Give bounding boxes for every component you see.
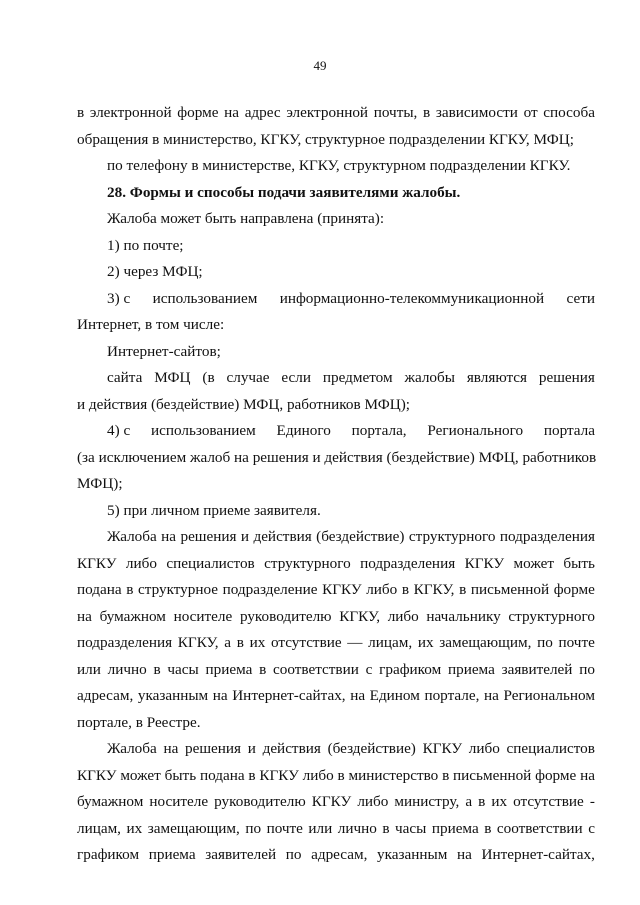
word: часы xyxy=(167,660,199,678)
word: КГКУ xyxy=(259,766,299,784)
word: может xyxy=(120,766,161,784)
word: бумажном xyxy=(77,793,144,810)
word: — xyxy=(347,634,363,651)
word: либо xyxy=(357,793,389,810)
word: структурного xyxy=(264,554,351,572)
word: Жалоба xyxy=(107,740,157,757)
word: форме xyxy=(177,104,219,121)
word: КГКУ, xyxy=(413,581,455,598)
word: информационно-телекоммуникационной xyxy=(279,289,545,307)
word: адресам, xyxy=(77,687,134,704)
word: почты, xyxy=(373,104,418,121)
word: жалобы xyxy=(404,369,455,386)
word: Регионального xyxy=(427,422,524,439)
word: КГКУ xyxy=(311,793,352,810)
word: их xyxy=(417,634,434,651)
word: либо xyxy=(387,607,419,625)
word: в xyxy=(337,766,345,784)
word: от xyxy=(523,104,538,121)
word: в xyxy=(248,766,256,784)
word: в xyxy=(459,581,467,598)
word: портала xyxy=(543,422,595,439)
word: министру, xyxy=(394,793,460,810)
word: замещающим, xyxy=(147,819,240,837)
document-body xyxy=(77,100,595,869)
word: в xyxy=(259,660,267,678)
word: носителе xyxy=(149,793,209,810)
text-line: МФЦ); xyxy=(77,475,123,492)
word: портала, xyxy=(351,422,407,439)
text-line xyxy=(77,789,595,816)
word: подана xyxy=(199,766,245,784)
word: лично xyxy=(337,819,377,837)
word: решения xyxy=(538,369,595,386)
word: может xyxy=(513,554,554,572)
word: КГКУ xyxy=(77,766,117,784)
word: решения xyxy=(180,528,237,545)
word: по xyxy=(537,634,553,651)
word: по xyxy=(285,846,302,863)
text-line: 2) через МФЦ; xyxy=(107,263,203,280)
word: форме xyxy=(535,766,577,784)
word: по xyxy=(579,660,595,678)
word: на xyxy=(350,687,366,704)
text-line xyxy=(77,418,595,445)
word: Жалоба xyxy=(107,528,157,545)
word: являются xyxy=(466,369,528,386)
word: заявителей xyxy=(501,660,573,678)
word: приема xyxy=(447,660,495,678)
word: либо xyxy=(366,581,398,598)
word: по xyxy=(245,819,262,837)
word: приема xyxy=(205,660,253,678)
word: (бездействие) xyxy=(316,528,405,545)
word: руководителю xyxy=(239,607,332,625)
word: КГКУ xyxy=(464,554,505,572)
section-heading-line: 28. Формы и способы подачи заявителями жалобы. xyxy=(107,183,461,201)
word: в xyxy=(77,104,85,121)
text-line: Жалоба может быть направлена (принята): xyxy=(107,210,385,227)
word: форме xyxy=(553,581,595,598)
word: электронной xyxy=(89,104,172,121)
word: на xyxy=(224,104,239,121)
word: - xyxy=(589,793,595,810)
text-line xyxy=(77,365,595,392)
word: сайта xyxy=(107,369,143,386)
word: соответствии xyxy=(496,819,583,837)
word: в xyxy=(478,793,486,810)
word: отсутствие xyxy=(271,634,342,651)
word: на xyxy=(483,687,499,704)
word: и xyxy=(247,740,256,757)
word: Региональном xyxy=(503,687,595,704)
word: МФЦ xyxy=(154,369,191,386)
word: в xyxy=(401,581,410,598)
word: зависимости xyxy=(435,104,518,121)
text-line xyxy=(77,842,595,869)
text-line: Интернет-сайтов; xyxy=(107,342,221,360)
word: КГКУ, xyxy=(177,634,219,651)
word: их xyxy=(249,634,266,651)
word: бумажном xyxy=(99,607,166,625)
word: КГКУ, xyxy=(339,607,381,625)
word: замещающим, xyxy=(439,634,532,651)
word: действия xyxy=(253,528,312,545)
word: Интернет-сайтах, xyxy=(232,687,346,704)
word: в xyxy=(153,660,161,678)
word: структурное xyxy=(138,581,219,598)
word: носителе xyxy=(173,607,233,625)
word: быть xyxy=(164,766,197,784)
word: Интернет-сайтах, xyxy=(481,846,595,863)
word: с xyxy=(588,819,595,837)
word: специалистов xyxy=(506,740,595,757)
word: специалистов xyxy=(166,554,255,572)
text-line: по телефону в министерстве, КГКУ, структурном подразделении КГКУ. xyxy=(107,157,571,174)
word: заявителей xyxy=(205,846,277,863)
word: структурного xyxy=(408,528,496,545)
word: или xyxy=(77,660,101,678)
word: в xyxy=(236,634,244,651)
word: в xyxy=(484,819,492,837)
word: лицам, xyxy=(77,819,121,837)
word: быть xyxy=(563,554,595,572)
word: КГКУ xyxy=(77,554,117,572)
text-line xyxy=(77,763,595,790)
text-line: портале, в Реестре. xyxy=(77,713,201,731)
word: подразделения xyxy=(77,634,173,651)
text-line: обращения в министерство, КГКУ, структурное подразделении КГКУ, МФЦ; xyxy=(77,130,574,148)
text-line xyxy=(77,630,595,657)
word: Едином xyxy=(369,687,420,704)
word: 3) с xyxy=(107,289,131,307)
word: начальнику xyxy=(426,607,501,625)
word: случае xyxy=(226,369,270,386)
word: использованием xyxy=(152,289,258,307)
word: если xyxy=(281,369,311,386)
text-line xyxy=(77,736,595,763)
word: графиком xyxy=(77,846,140,863)
word: на xyxy=(77,607,92,625)
word: на xyxy=(163,740,179,757)
word: предметом xyxy=(322,369,393,386)
text-line xyxy=(77,100,595,127)
page-number: 49 xyxy=(313,58,327,73)
text-line xyxy=(77,551,595,578)
text-line: Интернет, в том числе: xyxy=(77,316,225,333)
word: способа xyxy=(543,104,595,121)
word: а xyxy=(224,634,232,651)
word: в xyxy=(382,819,390,837)
word: на xyxy=(161,528,177,545)
word: почте xyxy=(266,819,303,837)
word: приема xyxy=(148,846,196,863)
text-line xyxy=(77,683,595,710)
word: почте xyxy=(558,634,595,651)
word: структурного xyxy=(508,607,595,625)
text-line xyxy=(77,524,595,551)
word: их xyxy=(126,819,143,837)
word: электронной xyxy=(286,104,369,121)
text-line: и действия (бездействие) МФЦ, работников МФЦ); xyxy=(77,395,411,413)
word: их xyxy=(491,793,508,810)
word: с xyxy=(365,660,373,678)
word: либо xyxy=(125,554,157,572)
word: 4) с xyxy=(107,422,131,439)
text-line xyxy=(77,286,595,313)
text-line: (за исключением жалоб на решения и действия (бездействие) МФЦ, работников xyxy=(77,448,597,466)
word: КГКУ xyxy=(422,740,463,757)
text-line: 1) по почте; xyxy=(107,236,184,254)
word: подразделения xyxy=(499,528,595,545)
word: указанным xyxy=(377,846,448,863)
word: а xyxy=(465,793,473,810)
word: адресам, xyxy=(311,846,368,863)
word: КГКУ xyxy=(322,581,362,598)
word: в xyxy=(442,766,450,784)
text-line xyxy=(77,657,595,684)
word: либо xyxy=(302,766,334,784)
word: министерство xyxy=(348,766,439,784)
word: в xyxy=(126,581,134,598)
text-line xyxy=(77,577,595,604)
word: часы xyxy=(395,819,427,837)
word: Единого xyxy=(276,422,331,439)
text-line xyxy=(77,604,595,631)
word: адрес xyxy=(244,104,281,121)
word: и xyxy=(240,528,250,545)
word: решения xyxy=(185,740,242,757)
word: приема xyxy=(431,819,479,837)
word: письменной xyxy=(470,581,550,598)
word: в xyxy=(423,104,431,121)
word: либо xyxy=(468,740,500,757)
word: лично xyxy=(107,660,147,678)
word: подразделения xyxy=(360,554,456,572)
word: подразделение xyxy=(222,581,318,598)
word: использованием xyxy=(151,422,256,439)
word: (бездействие) xyxy=(327,740,416,757)
word: на xyxy=(580,766,595,784)
word: руководителю xyxy=(214,793,306,810)
word: письменной xyxy=(453,766,532,784)
word: (в xyxy=(202,369,215,386)
word: сети xyxy=(566,289,595,307)
word: действия xyxy=(262,740,321,757)
word: на xyxy=(457,846,472,863)
word: соответствии xyxy=(273,660,359,678)
text-line: 5) при личном приеме заявителя. xyxy=(107,501,321,519)
word: графиком xyxy=(379,660,442,678)
word: отсутствие xyxy=(513,793,584,810)
word: или xyxy=(308,819,333,837)
word: портале, xyxy=(424,687,480,704)
word: на xyxy=(212,687,228,704)
text-line xyxy=(77,816,595,843)
word: лицам, xyxy=(368,634,413,651)
word: подана xyxy=(77,581,122,598)
word: указанным xyxy=(137,687,209,704)
